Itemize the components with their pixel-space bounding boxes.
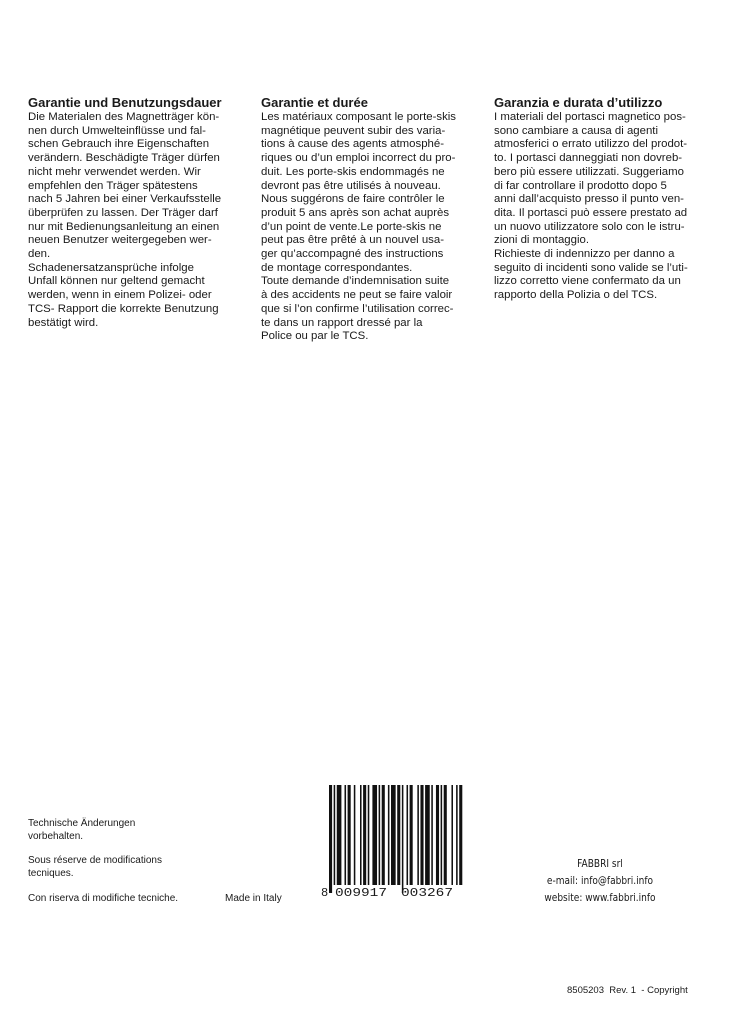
note-german <box>28 817 135 843</box>
barcode-bar <box>368 785 370 885</box>
text-line: te dans un rapport dressé par la <box>261 316 423 329</box>
barcode-bar <box>407 785 409 885</box>
text-line: TCS- Rapport die korrekte Benutzung <box>28 302 219 315</box>
note-italian: Con riserva di modifiche tecniche. <box>28 893 179 904</box>
barcode-bar <box>334 785 336 885</box>
text-line: Toute demande d’indemnisation suite <box>261 275 450 288</box>
text-line: devront pas être utilisés à nouveau. <box>261 179 441 192</box>
barcode-bar <box>354 785 356 885</box>
note-german-line1: Technische Änderungen <box>28 818 136 829</box>
note-german-line2: vorbehalten. <box>28 831 84 842</box>
barcode-bar <box>459 785 462 885</box>
company-name: FABBRI srl <box>577 857 623 870</box>
text-line: verändern. Beschädigte Träger dürfen <box>28 152 220 165</box>
text-line: empfehlen den Träger spätestens <box>28 179 198 192</box>
text-line: schen Gebrauch ihre Eigenschaften <box>28 138 210 151</box>
text-line: nicht mehr verwendet werden. Wir <box>28 165 201 178</box>
text-line: de montage correspondantes. <box>261 261 413 274</box>
barcode-bar <box>436 785 439 885</box>
text-line: Die Materialen des Magnetträger kön- <box>28 111 220 123</box>
text-line: tions à cause des agents atmosphé- <box>261 138 444 151</box>
text-line: zioni di montaggio. <box>494 234 589 247</box>
text-line: di far controllare il prodotto dopo 5 <box>494 179 667 192</box>
barcode-bar <box>337 785 342 885</box>
barcode-bar <box>444 785 447 885</box>
barcode-bar <box>410 785 413 885</box>
barcode-bar <box>417 785 419 885</box>
heading-french: Garantie et durée <box>261 95 368 110</box>
text-line: riques ou d’un emploi incorrect du pro- <box>261 152 456 165</box>
text-line: Richieste di indennizzo per danno a <box>494 248 675 261</box>
text-line: Les matériaux composant le porte-skis <box>261 111 456 123</box>
text-line: magnétique peuvent subir des varia- <box>261 124 446 137</box>
document-footer: 8505203 Rev. 1 - Copyright <box>567 985 688 996</box>
barcode-bar <box>431 785 433 885</box>
text-line: seguito di incidenti sono valide se l’uti- <box>494 261 688 274</box>
heading-german: Garantie und Benutzungsdauer <box>28 95 222 110</box>
barcode-bar <box>382 785 385 885</box>
barcode-digits-left: 009917 <box>335 886 387 900</box>
barcode-bar <box>345 785 347 885</box>
company-website[interactable]: website: www.fabbri.info <box>544 891 656 904</box>
column-italian <box>494 95 719 303</box>
text-line: nen durch Umwelteinflüsse und fal- <box>28 124 206 137</box>
text-line: Police ou par le TCS. <box>261 330 369 343</box>
column-german <box>28 95 248 330</box>
barcode-bar <box>329 785 332 893</box>
text-line: Nous suggérons de faire contrôler le <box>261 193 445 206</box>
barcode <box>315 782 470 902</box>
text-line: neuen Benutzer weitergegeben wer- <box>28 234 212 247</box>
text-line: peut pas être prêté à un nouvel usa- <box>261 234 445 247</box>
text-line: nach 5 Jahren bei einer Verkaufsstelle <box>28 193 222 206</box>
text-line: dita. Il portasci può essere prestato ad <box>494 206 688 219</box>
note-french-line2: tecniques. <box>28 868 74 879</box>
text-line: bero più essere utilizzati. Suggeriamo <box>494 165 684 178</box>
barcode-bar <box>388 785 390 885</box>
barcode-digit-first: 8 <box>321 886 329 900</box>
barcode-bar <box>425 785 430 885</box>
text-line: Schadenersatzansprüche infolge <box>28 261 194 274</box>
barcode-bar <box>391 785 396 885</box>
barcode-bar <box>397 785 400 885</box>
text-line: to. I portasci danneggiati non dovreb- <box>494 152 683 165</box>
body-french <box>261 111 481 344</box>
text-line: Unfall können nur geltend gemacht <box>28 275 205 288</box>
text-line: atmosferici o errato utilizzo del prodot- <box>494 138 688 151</box>
text-line: rapporto della Polizia o del TCS. <box>494 289 658 302</box>
text-line: sono cambiare a causa di agenti <box>494 124 659 137</box>
body-italian <box>494 111 719 303</box>
barcode-bars <box>329 785 462 893</box>
body-german <box>28 111 248 330</box>
text-line: überprüfen zu lassen. Der Träger darf <box>28 206 218 219</box>
text-line: que si l’on confirme l’utilisation correc- <box>261 302 454 315</box>
barcode-bar <box>363 785 366 885</box>
text-line: werden, wenn in einem Polizei- oder <box>28 289 212 302</box>
text-line: à des accidents ne peut se faire valoir <box>261 289 453 302</box>
text-line: bestätigt wird. <box>28 316 99 329</box>
heading-italian: Garanzia e durata d’utilizzo <box>494 95 663 110</box>
text-line: anni dall’acquisto presso il punto ven- <box>494 193 684 206</box>
text-line: produit 5 ans après son achat auprès <box>261 206 450 219</box>
text-line: duit. Les porte-skis endommagés ne <box>261 165 445 178</box>
text-line: un nuovo utilizzatore solo con le istru- <box>494 220 685 233</box>
note-french-line1: Sous réserve de modifications <box>28 855 162 866</box>
text-line: nur mit Bedienungsanleitung an einen <box>28 220 220 233</box>
note-french <box>28 854 162 880</box>
text-line: d’un point de vente.Le porte-skis ne <box>261 220 442 233</box>
barcode-bar <box>420 785 423 885</box>
text-line: lizzo corretto viene confermato da un <box>494 275 681 288</box>
barcode-bar <box>372 785 377 885</box>
barcode-bar <box>348 785 351 885</box>
barcode-bar <box>379 785 381 885</box>
company-email[interactable]: e-mail: info@fabbri.info <box>546 874 654 887</box>
column-french <box>261 95 481 344</box>
barcode-bar <box>456 785 458 885</box>
barcode-bar <box>360 785 362 885</box>
made-in-label: Made in Italy <box>225 893 282 904</box>
barcode-bar <box>451 785 453 885</box>
text-line: I materiali del portasci magnetico pos- <box>494 111 686 123</box>
text-line: den. <box>28 248 51 261</box>
barcode-bar <box>402 785 404 893</box>
text-line: ger qu’accompagné des instructions <box>261 248 444 261</box>
barcode-bar <box>441 785 443 885</box>
barcode-digits-right: 003267 <box>401 886 453 900</box>
